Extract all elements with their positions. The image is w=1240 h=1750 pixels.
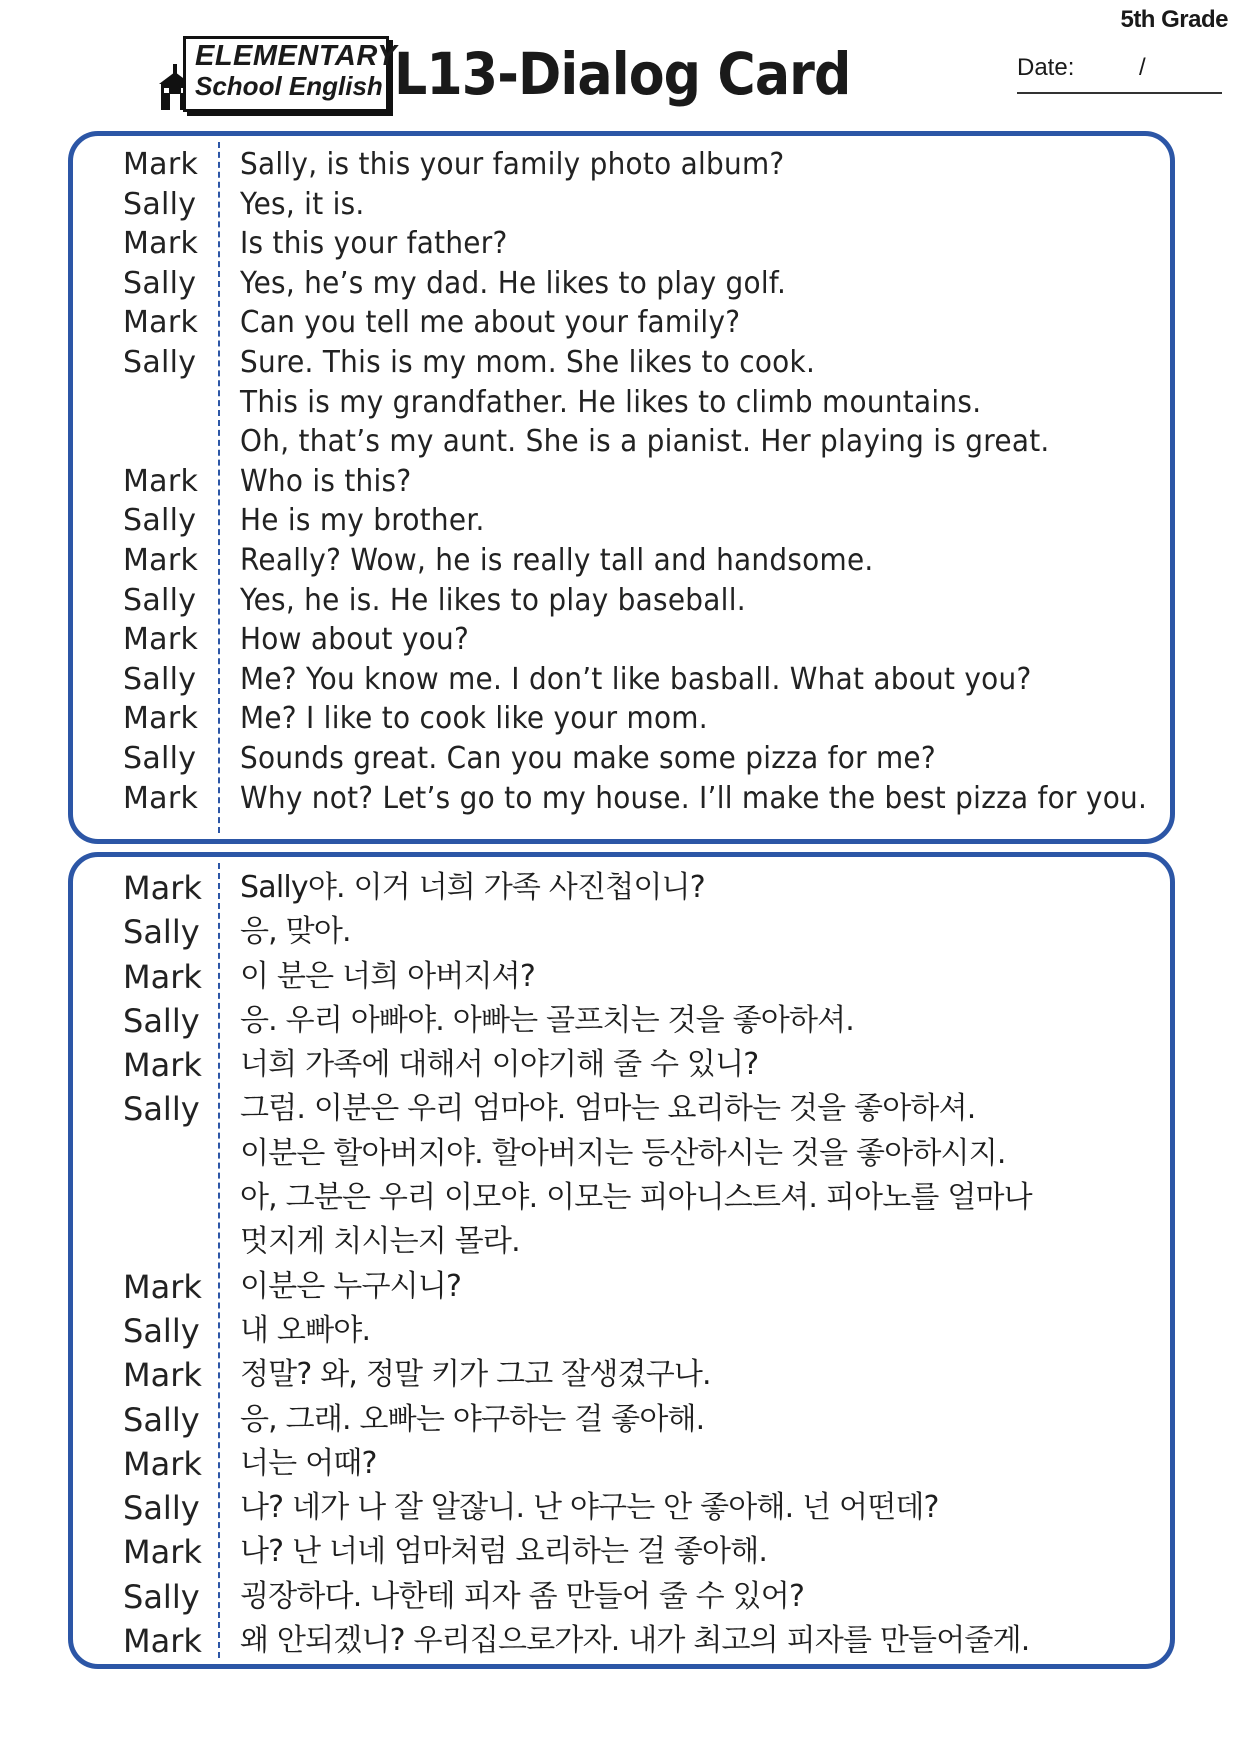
dialog-line [73, 265, 1170, 305]
dialog-text: Me? You know me. I don’t like basball. What about you? [240, 661, 1032, 697]
dialog-text: 멋지게 치시는지 몰라. [240, 1224, 520, 1260]
speaker-name: Mark [123, 542, 199, 578]
dialog-text: 응, 맞아. [240, 914, 351, 950]
speaker-name: Sally [123, 1577, 200, 1616]
dialog-text: 아, 그분은 우리 이모야. 이모는 피아니스트셔. 피아노를 얼마나 [240, 1180, 1032, 1216]
speaker-name: Sally [123, 661, 197, 697]
dialog-line [73, 582, 1170, 622]
dialog-text: Sounds great. Can you make some pizza for me? [240, 740, 936, 776]
dialog-text: 그럼. 이분은 우리 엄마야. 엄마는 요리하는 것을 좋아하셔. [240, 1091, 976, 1127]
dialog-text: 응. 우리 아빠야. 아빠는 골프치는 것을 좋아하셔. [240, 1002, 855, 1038]
dialog-text: 응, 그래. 오빠는 야구하는 걸 좋아해. [240, 1401, 705, 1437]
dialog-text: 이분은 할아버지야. 할아버지는 등산하시는 것을 좋아하시지. [240, 1135, 1006, 1171]
dialog-line [73, 1576, 1170, 1620]
speaker-name: Mark [123, 1622, 202, 1661]
dialog-line [73, 344, 1170, 384]
dialog-line [73, 542, 1170, 582]
speaker-name: Mark [123, 463, 199, 499]
dialog-line [73, 186, 1170, 226]
speaker-name: Mark [123, 147, 199, 182]
dialog-line [73, 423, 1170, 463]
dialog-text: 이 분은 너희 아버지셔? [240, 958, 535, 994]
dialog-line [73, 956, 1170, 1000]
dialog-text: 나? 난 너네 엄마처럼 요리하는 걸 좋아해. [240, 1534, 768, 1570]
dialog-line [73, 1133, 1170, 1177]
dialog-text: This is my grandfather. He likes to climb mountains. [240, 384, 982, 420]
dialog-text: 나? 네가 나 잘 알잖니. 난 야구는 안 좋아해. 넌 어떤데? [240, 1490, 939, 1526]
dialog-text: Sally야. 이거 너희 가족 사진첩이니? [240, 870, 705, 905]
dialog-line [73, 1221, 1170, 1265]
dialog-line [73, 1620, 1170, 1664]
dialog-text: Oh, that’s my aunt. She is a pianist. Her playing is great. [240, 424, 1050, 460]
speaker-name: Sally [123, 740, 197, 776]
dialog-line [73, 1443, 1170, 1487]
speaker-name: Sally [123, 1311, 200, 1350]
speaker-name: Mark [123, 869, 202, 907]
speaker-name: Mark [123, 226, 199, 262]
dialog-text: 너희 가족에 대해서 이야기해 줄 수 있니? [240, 1047, 759, 1083]
elementary-school-english-logo [155, 36, 398, 112]
dialog-line [73, 463, 1170, 503]
speaker-name: Sally [123, 1400, 200, 1439]
dialog-text: Can you tell me about your family? [240, 305, 741, 341]
speaker-name: Mark [123, 1533, 202, 1572]
dialog-line [73, 1000, 1170, 1044]
dialog-line [73, 621, 1170, 661]
dialog-line [73, 225, 1170, 265]
speaker-name: Sally [123, 503, 197, 539]
dialog-text: Really? Wow, he is really tall and handsome. [240, 542, 874, 578]
dialog-text: 굉장하다. 나한테 피자 좀 만들어 줄 수 있어? [240, 1578, 805, 1614]
dialog-line [73, 146, 1170, 186]
dialog-line [73, 384, 1170, 424]
logo-elementary-text: ELEMENTARY [195, 40, 398, 72]
page-title: L13-Dialog Card [394, 40, 851, 108]
dialog-text: Yes, he is. He likes to play baseball. [240, 582, 746, 618]
speaker-name: Mark [123, 622, 199, 658]
dialog-text: 정말? 와, 정말 키가 그고 잘생겼구나. [240, 1357, 711, 1393]
speaker-name: Sally [123, 1489, 200, 1528]
speaker-name: Mark [123, 1046, 202, 1085]
dialog-line [73, 1310, 1170, 1354]
dialog-line [73, 780, 1170, 820]
dialog-text: Me? I like to cook like your mom. [240, 701, 708, 737]
dialog-line [73, 1177, 1170, 1221]
dialog-text: Sally, is this your family photo album? [240, 147, 785, 182]
korean-dialog-card [68, 852, 1175, 1669]
date-field [1017, 52, 1222, 94]
grade-label: 5th Grade [1120, 6, 1228, 33]
speaker-name: Mark [123, 1444, 202, 1483]
dialog-line [73, 661, 1170, 701]
dialog-text: Why not? Let’s go to my house. I’ll make the best pizza for you. [240, 780, 1148, 816]
logo-school-english-text: School English [195, 71, 383, 101]
english-dialog-card [68, 131, 1175, 844]
speaker-name: Mark [123, 780, 199, 816]
dialog-line [73, 867, 1170, 911]
dialog-line [73, 1044, 1170, 1088]
speaker-name: Sally [123, 344, 197, 380]
date-label: Date: [1017, 54, 1075, 81]
dialog-line [73, 1088, 1170, 1132]
dialog-line [73, 1266, 1170, 1310]
speaker-name: Sally [123, 913, 200, 952]
dialog-text: Who is this? [240, 463, 412, 499]
dialog-text: 너는 어때? [240, 1445, 377, 1481]
dialog-line [73, 911, 1170, 955]
dialog-text: 내 오빠야. [240, 1312, 371, 1348]
dialog-line [73, 1487, 1170, 1531]
speaker-name: Mark [123, 701, 199, 737]
speaker-name: Sally [123, 582, 197, 618]
dialog-text: Yes, he’s my dad. He likes to play golf. [240, 265, 787, 301]
dialog-line [73, 740, 1170, 780]
dialog-line [73, 1531, 1170, 1575]
speaker-name: Mark [123, 1356, 202, 1395]
dialog-line [73, 502, 1170, 542]
dialog-line [73, 304, 1170, 344]
speaker-name: Mark [123, 957, 202, 996]
speaker-name: Mark [123, 305, 199, 341]
speaker-name: Mark [123, 1267, 202, 1306]
speaker-name: Sally [123, 1001, 200, 1040]
english-dialog-rows [73, 146, 1170, 819]
date-separator: / [1139, 54, 1146, 81]
dialog-text: Sure. This is my mom. She likes to cook. [240, 344, 816, 380]
dialog-line [73, 700, 1170, 740]
dialog-text: He is my brother. [240, 503, 485, 539]
dialog-text: Yes, it is. [240, 186, 365, 222]
dialog-text: How about you? [240, 622, 470, 658]
speaker-name: Sally [123, 265, 197, 301]
korean-dialog-rows [73, 867, 1170, 1664]
dialog-text: 왜 안되겠니? 우리집으로가자. 내가 최고의 피자를 만들어줄게. [240, 1623, 1030, 1659]
dialog-line [73, 1399, 1170, 1443]
dialog-line [73, 1354, 1170, 1398]
speaker-name: Sally [123, 186, 197, 222]
speaker-name: Sally [123, 1090, 200, 1129]
dialog-text: 이분은 누구시니? [240, 1268, 462, 1304]
dialog-text: Is this your father? [240, 226, 508, 262]
